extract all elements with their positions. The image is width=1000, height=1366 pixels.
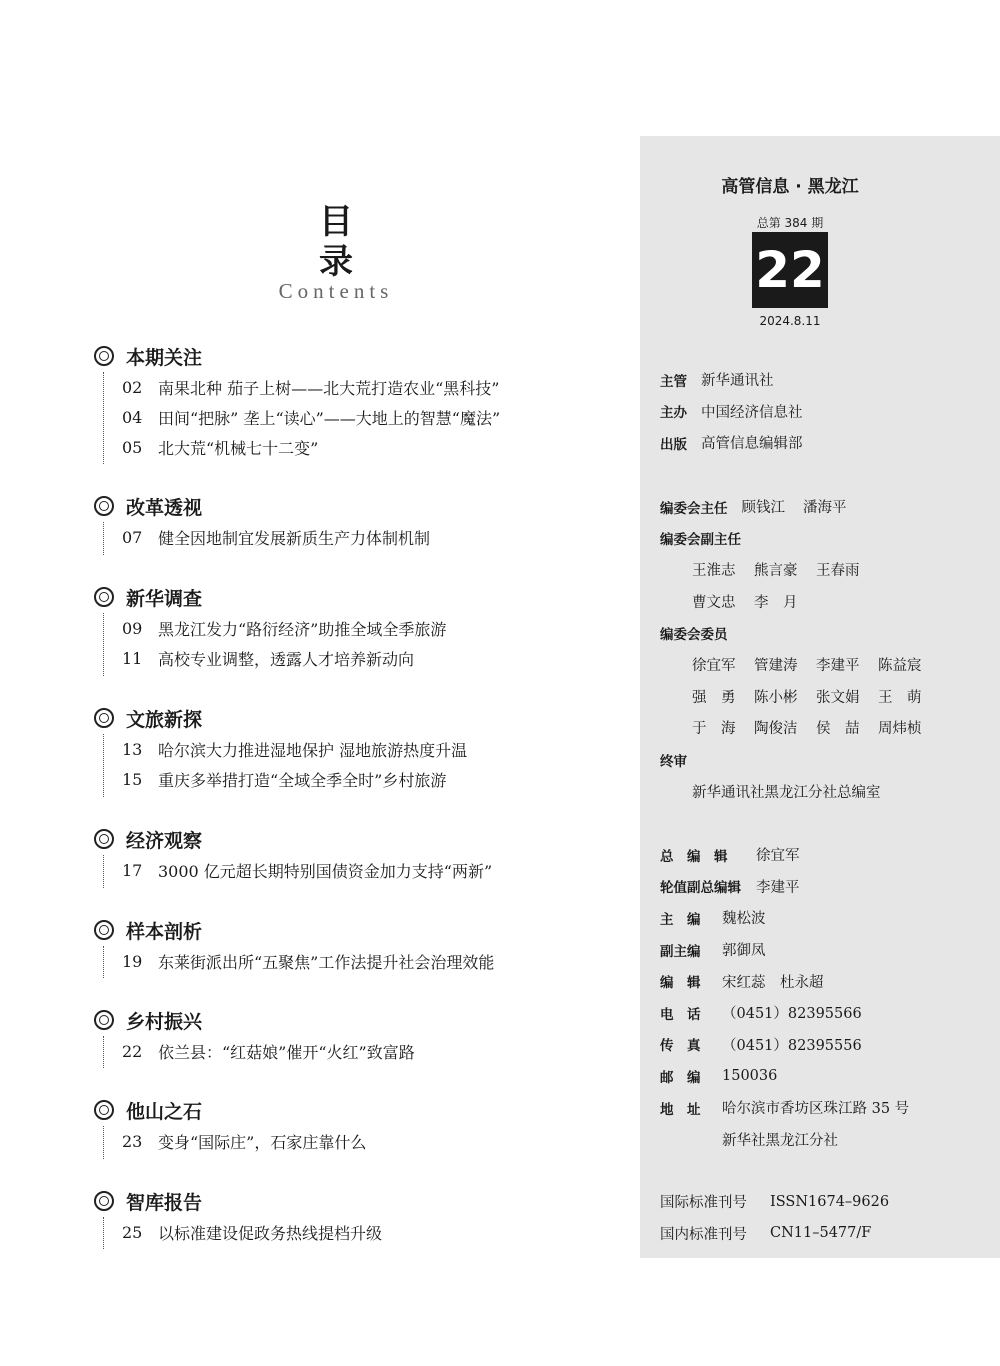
toc-title-en: Contents — [278, 279, 394, 303]
rotating-editor: 李建平 — [756, 879, 800, 896]
toc-entry[interactable] — [122, 1036, 634, 1066]
fax: （0451）82395556 — [722, 1037, 862, 1054]
section-name: 文旅新探 — [126, 708, 203, 731]
sponsor: 中国经济信息社 — [701, 404, 803, 421]
page-number: 02 — [122, 377, 143, 397]
article-title: 变身“国际庄”，石家庄靠什么 — [158, 1132, 367, 1152]
chair-2: 潘海平 — [803, 500, 847, 517]
toc-entry[interactable] — [122, 764, 634, 794]
section-items — [103, 946, 634, 978]
chief-editor: 徐宜军 — [756, 848, 800, 865]
editorial-staff — [660, 839, 990, 1155]
deputy-editor: 郭御凤 — [722, 943, 766, 960]
double-circle-icon — [94, 829, 114, 849]
address: 哈尔滨市香坊区珠江路 35 号 — [722, 1101, 910, 1118]
cn-label: 国内标准刊号 — [660, 1226, 747, 1243]
section-name: 本期关注 — [126, 346, 203, 369]
vice-chair-label: 编委会副主任 — [660, 532, 741, 549]
member: 陶俊洁 — [754, 721, 798, 738]
vice-chairs-row-1 — [660, 554, 990, 586]
section-items — [103, 734, 634, 797]
toc-entry[interactable] — [122, 1217, 634, 1247]
editor-in-chief-label: 主 编 — [660, 911, 701, 928]
issn: ISSN1674–9626 — [770, 1193, 890, 1210]
section-items — [103, 1126, 634, 1159]
toc-entry[interactable] — [122, 613, 634, 643]
member: 侯 喆 — [816, 721, 860, 738]
toc-section — [94, 1185, 634, 1249]
chair-1: 顾钱江 — [741, 500, 785, 517]
article-title: 田间“把脉” 垄上“读心”——大地上的智慧“魔法” — [158, 408, 501, 428]
article-title: 健全因地制宜发展新质生产力体制机制 — [158, 528, 431, 548]
page-number: 22 — [122, 1041, 143, 1061]
phone: （0451）82395566 — [722, 1006, 862, 1023]
section-name: 样本剖析 — [126, 920, 203, 943]
member: 于 海 — [692, 721, 736, 738]
phone-label: 电 话 — [660, 1006, 701, 1023]
section-heading — [94, 581, 634, 613]
section-items — [103, 855, 634, 888]
article-title: 哈尔滨大力推进湿地保护 湿地旅游热度升温 — [158, 740, 468, 760]
final-review-label: 终审 — [660, 753, 687, 770]
page-number: 13 — [122, 739, 143, 759]
deputy-editor-label: 副主编 — [660, 943, 701, 960]
section-name: 乡村振兴 — [126, 1010, 203, 1033]
vice-chair: 王淮志 — [692, 563, 736, 580]
article-title: 重庆多举措打造“全域全季全时”乡村旅游 — [158, 770, 447, 790]
editors: 宋红蕊 杜永超 — [722, 974, 824, 991]
article-title: 依兰县：“红菇娘”催开“火红”致富路 — [158, 1042, 415, 1062]
article-title: 北大荒“机械七十二变” — [158, 438, 319, 458]
vice-chair: 李 月 — [754, 595, 798, 612]
section-name: 智库报告 — [126, 1191, 203, 1214]
toc-section — [94, 823, 634, 888]
page-number: 04 — [122, 407, 143, 427]
toc-entry[interactable] — [122, 522, 634, 552]
cn: CN11–5477/F — [770, 1225, 872, 1242]
double-circle-icon — [94, 1191, 114, 1211]
toc-section — [94, 702, 634, 797]
double-circle-icon — [94, 587, 114, 607]
issue-number: 22 — [752, 232, 828, 308]
section-heading — [94, 823, 634, 855]
toc-section — [94, 490, 634, 555]
toc-entry[interactable] — [122, 402, 634, 432]
section-heading — [94, 702, 634, 734]
member: 强 勇 — [692, 689, 736, 706]
toc-section — [94, 340, 634, 464]
page-number: 11 — [122, 648, 143, 668]
vice-chair: 王春雨 — [816, 563, 860, 580]
magazine-name: 高管信息 · 黑龙江 — [721, 177, 859, 197]
section-heading — [94, 1004, 634, 1036]
issue-date: 2024.8.11 — [759, 314, 821, 328]
article-title: 黑龙江发力“路衍经济”助推全域全季旅游 — [158, 619, 447, 639]
sponsor-label: 主办 — [660, 405, 687, 422]
page-number: 25 — [122, 1222, 143, 1242]
section-heading — [94, 340, 634, 372]
member: 周炜桢 — [878, 721, 922, 738]
masthead-panel — [640, 136, 1000, 1258]
toc-entry[interactable] — [122, 734, 634, 764]
supervisor: 新华通讯社 — [701, 373, 774, 390]
page-number: 05 — [122, 437, 143, 457]
article-title: 东莱街派出所“五聚焦”工作法提升社会治理效能 — [158, 952, 495, 972]
members-label: 编委会委员 — [660, 627, 728, 644]
address-line-2: 新华社黑龙江分社 — [722, 1132, 838, 1149]
publisher-label: 出版 — [660, 436, 687, 453]
toc-entry[interactable] — [122, 643, 634, 673]
toc-title-cn: 目 录 — [319, 202, 439, 282]
postcode: 150036 — [722, 1067, 778, 1084]
supervisor-label: 主管 — [660, 373, 687, 390]
article-title: 以标准建设促政务热线提档升级 — [158, 1223, 383, 1243]
toc-section — [94, 581, 634, 676]
double-circle-icon — [94, 496, 114, 516]
section-heading — [94, 914, 634, 946]
vice-chair: 熊言豪 — [754, 563, 798, 580]
address-label: 地 址 — [660, 1101, 701, 1118]
double-circle-icon — [94, 708, 114, 728]
double-circle-icon — [94, 920, 114, 940]
article-title: 南果北种 茄子上树——北大荒打造农业“黑科技” — [158, 378, 500, 398]
toc-entry[interactable] — [122, 372, 634, 402]
double-circle-icon — [94, 1100, 114, 1120]
editor-in-chief: 魏松波 — [722, 911, 766, 928]
double-circle-icon — [94, 346, 114, 366]
editorial-board — [660, 491, 990, 807]
member: 徐宜军 — [692, 658, 736, 675]
double-circle-icon — [94, 1010, 114, 1030]
page-number: 07 — [122, 527, 143, 547]
section-name: 经济观察 — [126, 829, 203, 852]
article-title: 高校专业调整，透露人才培养新动向 — [158, 649, 415, 669]
rotating-editor-label: 轮值副总编辑 — [660, 880, 741, 897]
page-number: 15 — [122, 769, 143, 789]
member: 王 萌 — [878, 689, 922, 706]
member: 李建平 — [816, 658, 860, 675]
serial-numbers — [660, 1186, 990, 1249]
page-number: 09 — [122, 618, 143, 638]
section-items — [103, 522, 634, 555]
toc-entry[interactable] — [122, 946, 634, 976]
vice-chair: 曹文忠 — [692, 595, 736, 612]
members-row-1 — [660, 649, 990, 681]
section-items — [103, 1036, 634, 1068]
toc-entry[interactable] — [122, 1126, 634, 1156]
page-number: 17 — [122, 860, 143, 880]
members-row-3 — [660, 712, 990, 744]
toc-section — [94, 914, 634, 978]
page-number: 23 — [122, 1131, 143, 1151]
fax-label: 传 真 — [660, 1038, 701, 1055]
toc-title — [268, 202, 439, 303]
member: 张文娟 — [816, 689, 860, 706]
publisher: 高管信息编辑部 — [701, 436, 803, 453]
section-name: 他山之石 — [126, 1100, 203, 1123]
section-items — [103, 372, 634, 464]
postcode-label: 邮 编 — [660, 1069, 701, 1086]
final-review: 新华通讯社黑龙江分社总编室 — [692, 784, 881, 801]
member: 陈小彬 — [754, 689, 798, 706]
section-name: 新华调查 — [126, 587, 203, 610]
article-title: 3000 亿元超长期特别国债资金加力支持“两新” — [158, 861, 493, 881]
section-heading — [94, 1185, 634, 1217]
editors-label: 编 辑 — [660, 975, 701, 992]
chair-label: 编委会主任 — [660, 500, 728, 517]
page-number: 19 — [122, 951, 143, 971]
toc-entry[interactable] — [122, 855, 634, 885]
section-heading — [94, 1094, 634, 1126]
total-issue: 总第 384 期 — [756, 216, 824, 230]
publisher-info — [660, 364, 990, 459]
chief-editor-label: 总 编 辑 — [660, 848, 728, 865]
issn-label: 国际标准刊号 — [660, 1195, 747, 1212]
toc-section — [94, 1004, 634, 1068]
toc-entry[interactable] — [122, 432, 634, 462]
toc-section — [94, 1094, 634, 1159]
section-items — [103, 1217, 634, 1249]
section-name: 改革透视 — [126, 496, 203, 519]
vice-chairs-row-2 — [660, 586, 990, 618]
members-row-2 — [660, 681, 990, 713]
member: 陈益宸 — [878, 658, 922, 675]
section-items — [103, 613, 634, 676]
member: 管建涛 — [754, 658, 798, 675]
section-heading — [94, 490, 634, 522]
